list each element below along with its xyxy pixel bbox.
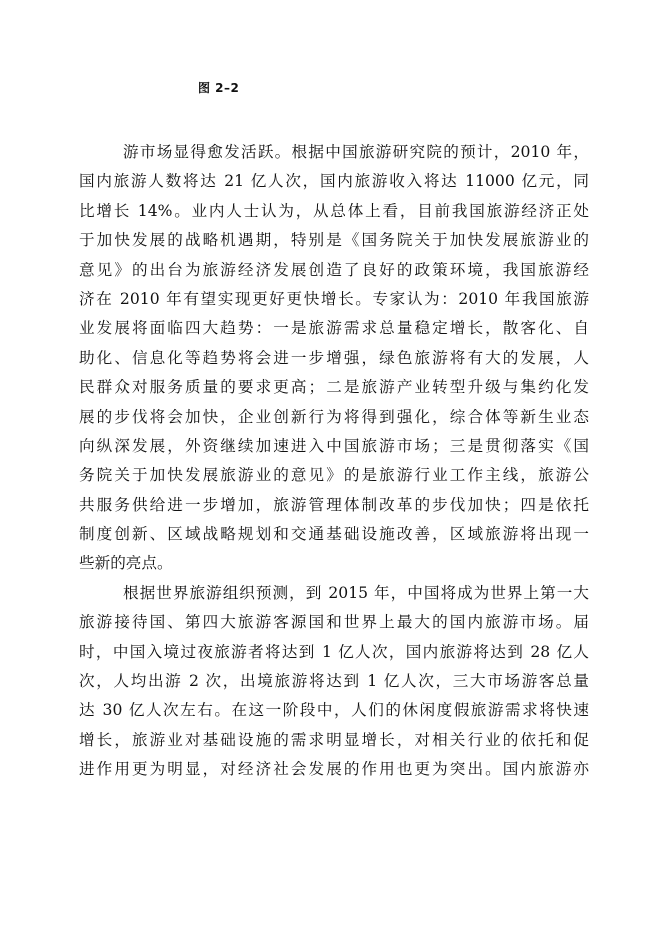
text-line: 务院关于加快发展旅游业的意见》的是旅游行业工作主线，旅游公	[79, 466, 589, 485]
text-line: 于加快发展的战略机遇期，特别是《国务院关于加快发展旅游业的	[79, 231, 589, 250]
text-line: 旅游接待国、第四大旅游客源国和世界上最大的国内旅游市场。届	[79, 613, 589, 632]
text-line: 游市场显得愈发活跃。根据中国旅游研究院的预计，2010 年，	[123, 143, 589, 161]
paragraph	[79, 579, 589, 785]
text-line: 达 30 亿人次左右。在这一阶段中，人们的休闲度假旅游需求将快速	[79, 701, 589, 720]
text-line: 展的步伐将会加快，企业创新行为将得到强化，综合体等新生业态	[79, 407, 589, 426]
body-text	[79, 138, 589, 785]
text-line: 济在 2010 年有望实现更好更快增长。专家认为：2010 年我国旅游	[79, 289, 589, 308]
paragraph	[79, 138, 589, 579]
text-line: 业发展将面临四大趋势：一是旅游需求总量稳定增长，散客化、自	[79, 319, 589, 338]
text-line: 些新的亮点。	[79, 554, 173, 573]
text-line: 向纵深发展，外资继续加速进入中国旅游市场；三是贯彻落实《国	[79, 436, 589, 455]
text-line: 国内旅游人数将达 21 亿人次，国内旅游收入将达 11000 亿元，同	[79, 172, 589, 191]
figure-label: 图 2–2	[198, 81, 240, 95]
text-line: 增长，旅游业对基础设施的需求明显增长，对相关行业的依托和促	[79, 730, 589, 749]
text-line: 时，中国入境过夜旅游者将达到 1 亿人次，国内旅游将达到 28 亿人	[79, 642, 589, 661]
text-line: 次，人均出游 2 次，出境旅游将达到 1 亿人次，三大市场游客总量	[79, 672, 589, 691]
text-line: 比增长 14%。业内人士认为，从总体上看，目前我国旅游经济正处	[79, 201, 589, 220]
text-line: 意见》的出台为旅游经济发展创造了良好的政策环境，我国旅游经	[79, 260, 589, 279]
text-line: 制度创新、区域战略规划和交通基础设施改善，区域旅游将出现一	[79, 525, 589, 544]
text-line: 进作用更为明显，对经济社会发展的作用也更为突出。国内旅游亦	[79, 760, 589, 779]
text-line: 根据世界旅游组织预测，到 2015 年，中国将成为世界上第一大	[123, 583, 589, 602]
text-line: 民群众对服务质量的要求更高；二是旅游产业转型升级与集约化发	[79, 378, 589, 397]
text-line: 助化、信息化等趋势将会进一步增强，绿色旅游将有大的发展，人	[79, 348, 589, 367]
text-line: 共服务供给进一步增加，旅游管理体制改革的步伐加快；四是依托	[79, 495, 589, 514]
